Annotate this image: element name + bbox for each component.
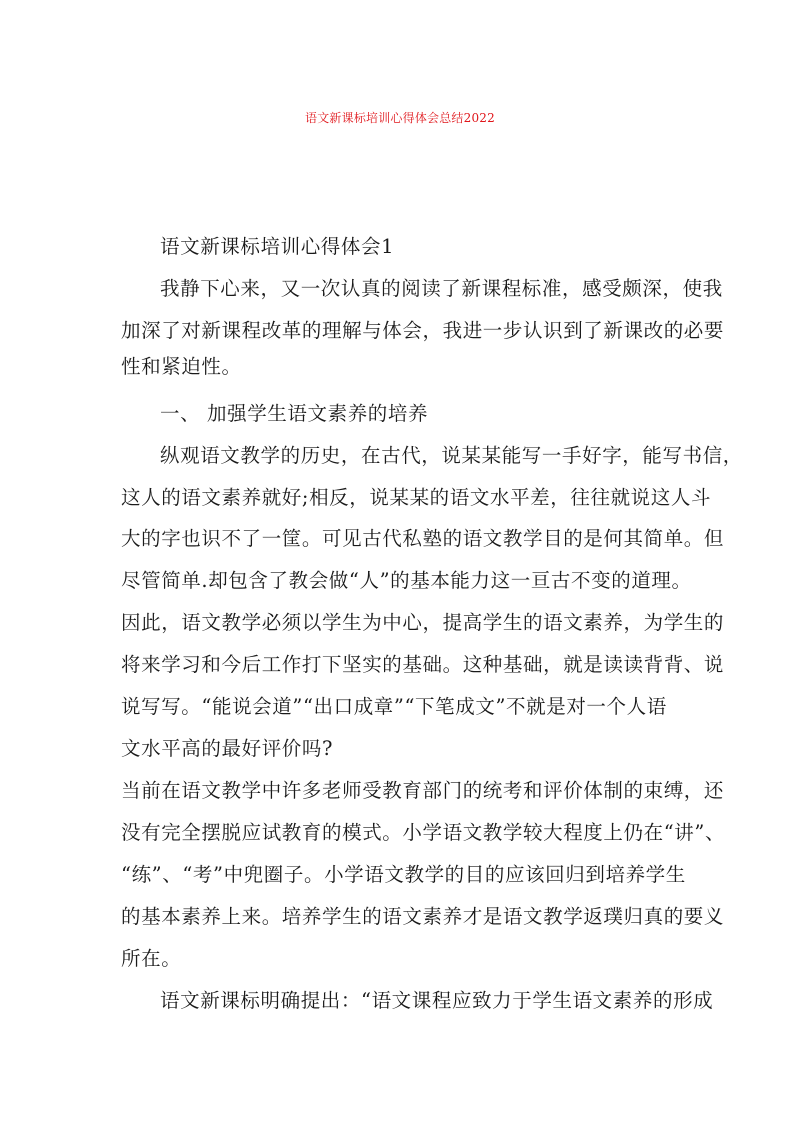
paragraph-line: 语文新课标明确提出：“语文课程应致力于学生语文素养的形成 [160, 989, 714, 1012]
subsection-heading: 一、 加强学生语文素养的培养 [160, 402, 429, 425]
paragraph-line: 文水平高的最好评价吗? [121, 737, 334, 760]
paragraph-line: 当前在语文教学中许多老师受教育部门的统考和评价体制的束缚，还 [121, 779, 725, 802]
paragraph-line: 的基本素养上来。培养学生的语文素养才是语文教学返璞归真的要义 [121, 905, 725, 928]
paragraph-line: 纵观语文教学的历史，在古代，说某某能写一手好字，能写书信， [160, 444, 743, 467]
paragraph-line: 加深了对新课程改革的理解与体会，我进一步认识到了新课改的必要 [121, 319, 725, 342]
paragraph-line: 尽管简单.却包含了教会做“人”的基本能力这一亘古不变的道理。 [121, 569, 692, 592]
document-title: 语文新课标培训心得体会总结2022 [305, 111, 495, 125]
paragraph-line: 没有完全摆脱应试教育的模式。小学语文教学较大程度上仍在“讲”、 [121, 821, 726, 844]
paragraph-line: 我静下心来，又一次认真的阅读了新课程标准，感受颇深，使我 [160, 277, 723, 300]
paragraph-line: 将来学习和今后工作打下坚实的基础。这种基础，就是读读背背、说 [121, 653, 725, 676]
paragraph-line: 性和紧迫性。 [121, 355, 242, 378]
paragraph-line: 这人的语文素养就好;相反，说某某的语文水平差，往往就说这人斗 [121, 486, 712, 509]
section-heading: 语文新课标培训心得体会1 [160, 235, 395, 258]
paragraph-line: 因此，语文教学必须以学生为中心，提高学生的语文素养，为学生的 [121, 611, 725, 634]
paragraph-line: “练”、“考”中兜圈子。小学语文教学的目的应该回归到培养学生 [121, 863, 686, 886]
paragraph-line: 所在。 [121, 947, 182, 970]
paragraph-line: 大的字也识不了一筐。可见古代私塾的语文教学目的是何其简单。但 [121, 527, 725, 550]
paragraph-line: 说写写。“能说会道”“出口成章”“下笔成文”不就是对一个人语 [121, 695, 667, 718]
